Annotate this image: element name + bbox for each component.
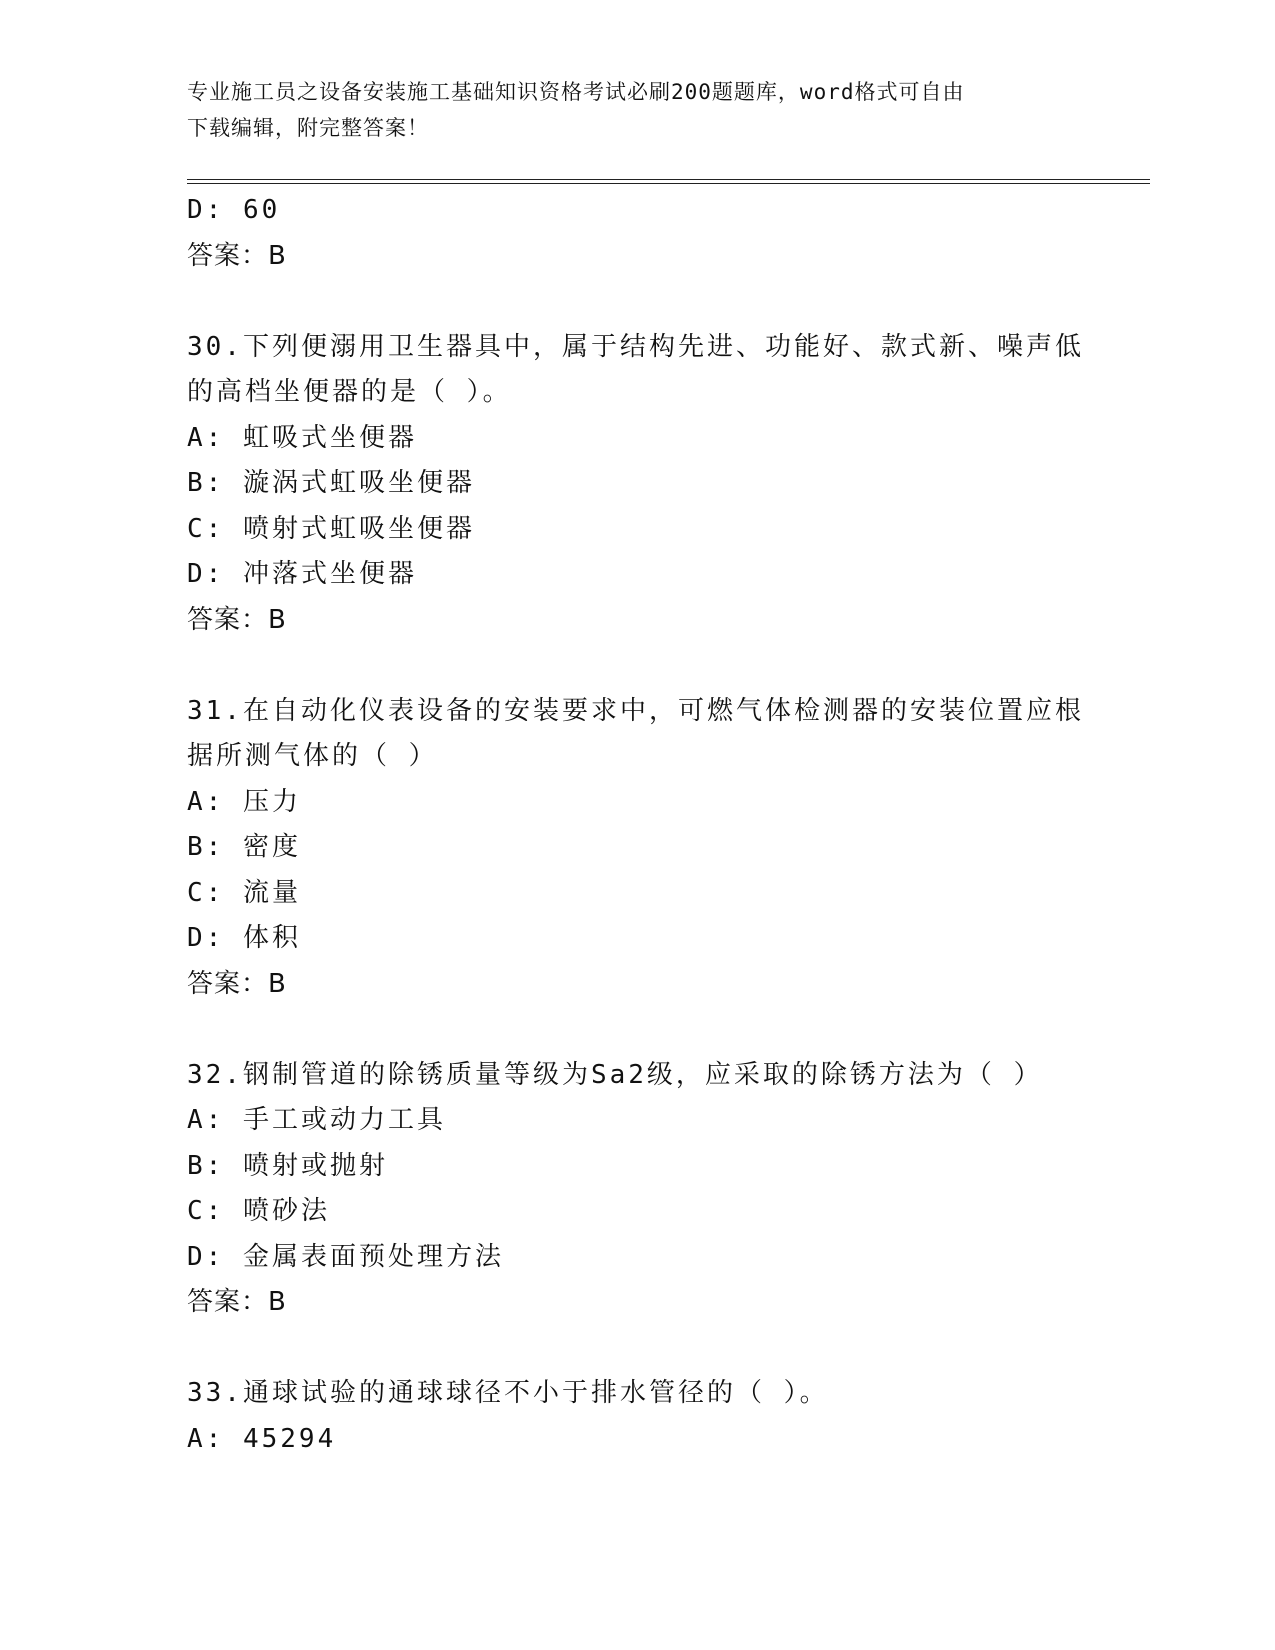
previous-question-answer: 答案：B [187,240,287,271]
option-c: C: 喷射式虹吸坐便器 [187,513,475,544]
question-32 [187,1053,1087,1326]
option-a: A: 手工或动力工具 [187,1105,446,1135]
option-d: D: 体积 [187,923,301,953]
question-30 [187,325,1087,644]
answer: 答案：B [187,968,287,999]
header-divider-top [187,179,1150,180]
option-a: A: 虹吸式坐便器 [187,422,417,453]
document-header [187,74,1087,146]
option-c: C: 喷砂法 [187,1196,330,1226]
option-a: A: 压力 [187,786,301,817]
option-a: A: 45294 [187,1423,337,1454]
spacer [187,279,1087,325]
question-31 [187,689,1087,1008]
spacer [187,1007,1087,1053]
question-stem-line: 33.通球试验的通球球径不小于排水管径的（ ）。 [187,1378,829,1408]
option-d: D: 冲落式坐便器 [187,559,417,589]
document-body [187,188,1087,1462]
question-stem-line: 据所测气体的（ ） [187,741,438,771]
header-title-line-2: 下载编辑，附完整答案！ [187,116,429,140]
spacer [187,1326,1087,1372]
header-divider-bottom [187,183,1150,184]
question-stem-line: 31.在自动化仪表设备的安装要求中，可燃气体检测器的安装位置应根 [187,695,1084,726]
question-stem-line: 的高档坐便器的是（ ）。 [187,377,512,407]
question-33 [187,1371,1087,1462]
option-b: B: 喷射或抛射 [187,1150,388,1181]
header-title-line-1: 专业施工员之设备安装施工基础知识资格考试必刷200题题库，word格式可自由 [187,80,965,104]
question-stem-line: 30.下列便溺用卫生器具中，属于结构先进、功能好、款式新、噪声低 [187,331,1084,362]
option-d: D: 金属表面预处理方法 [187,1241,504,1272]
option-b: B: 密度 [187,832,301,862]
answer: 答案：B [187,1287,287,1317]
question-stem-line: 32.钢制管道的除锈质量等级为Sa2级，应采取的除锈方法为（ ） [187,1059,1043,1090]
answer: 答案：B [187,604,287,635]
previous-question-option-d: D: 60 [187,195,281,225]
spacer [187,643,1087,689]
option-b: B: 漩涡式虹吸坐便器 [187,468,475,498]
option-c: C: 流量 [187,877,301,908]
